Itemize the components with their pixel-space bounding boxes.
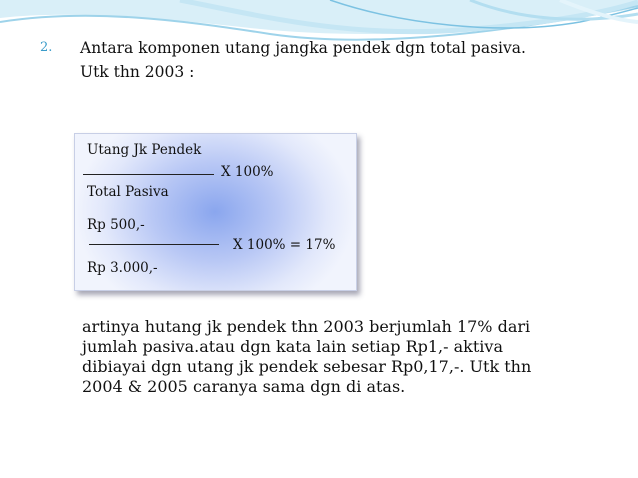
explanation-paragraph (82, 317, 582, 397)
paragraph-line-2: jumlah pasiva.atau dgn kata lain setiap Rp1,- aktiva (82, 337, 503, 356)
numerator-value: Rp 500,- (87, 217, 145, 233)
fraction-line-1 (83, 174, 214, 175)
denominator-value: Rp 3.000,- (87, 260, 158, 276)
multiplier-2: X 100% = 17% (233, 237, 336, 253)
heading-line-2: Utk thn 2003 : (80, 63, 195, 81)
paragraph-line-1: artinya hutang jk pendek thn 2003 berjumlah 17% dari (82, 317, 531, 336)
multiplier-1: X 100% (221, 164, 274, 180)
formula-box (74, 133, 357, 291)
paragraph-line-4: 2004 & 2005 caranya sama dgn di atas. (82, 377, 406, 396)
numerator-label: Utang Jk Pendek (87, 142, 202, 158)
list-number: 2. (40, 40, 53, 55)
paragraph-line-3: dibiayai dgn utang jk pendek sebesar Rp0,17,-. Utk thn (82, 357, 532, 376)
heading-line-1: Antara komponen utang jangka pendek dgn total pasiva. (80, 39, 526, 57)
fraction-line-2 (89, 244, 219, 245)
denominator-label: Total Pasiva (87, 184, 169, 200)
heading (40, 36, 610, 84)
